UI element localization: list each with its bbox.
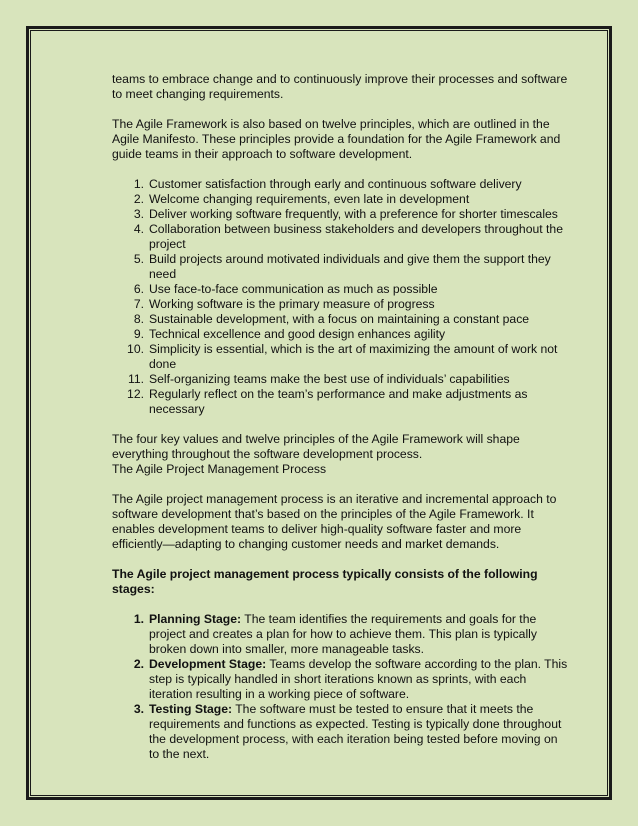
section-heading: The Agile Project Management Process [112, 462, 327, 476]
paragraph-principles-intro: The Agile Framework is also based on twelve principles, which are outlined in the Agile Manifesto. These principles provide a foundation for the Agile Framework and guide teams in their approach to software development. [112, 117, 561, 161]
document-body [112, 72, 570, 762]
list-item [112, 282, 570, 297]
stage-text: The team identifies the requirements and goals for the project and creates a plan for how to achieve them. This plan is typically broken down into smaller, more manageable tasks. [149, 612, 537, 656]
list-item-text: Deliver working software frequently, with a preference for shorter timescales [149, 207, 558, 221]
list-item-text: Technical excellence and good design enhances agility [149, 327, 446, 341]
stage-title: Testing Stage: [149, 702, 233, 716]
list-item-text: Self-organizing teams make the best use of individuals’ capabilities [149, 372, 510, 386]
list-item-text: Collaboration between business stakeholders and developers throughout the project [149, 222, 563, 251]
list-item [112, 177, 570, 192]
list-number: 3. [133, 207, 144, 221]
list-number: 8. [133, 312, 144, 326]
list-item-text: Customer satisfaction through early and continuous software delivery [149, 177, 522, 191]
list-item-text: Working software is the primary measure of progress [149, 297, 435, 311]
paragraph-process-description: The Agile project management process is an iterative and incremental approach to software development that’s based on the principles of the Agile Framework. It enables development teams to deliver high-quality software faster and more efficiently—adapting to changing customer needs and market demands. [112, 492, 557, 551]
list-item-text: Use face-to-face communication as much as possible [149, 282, 438, 296]
list-number: 1. [133, 177, 144, 191]
list-item [112, 312, 570, 327]
list-item [112, 192, 570, 207]
list-number: 11. [127, 372, 144, 386]
paragraph-intro: teams to embrace change and to continuously improve their processes and software to meet changing requirements. [112, 72, 568, 101]
list-item [112, 297, 570, 312]
list-item [112, 222, 570, 252]
list-item-text: Build projects around motivated individuals and give them the support they need [149, 252, 551, 281]
list-item [112, 327, 570, 342]
list-item-text: Simplicity is essential, which is the art of maximizing the amount of work not done [149, 342, 558, 371]
list-item [112, 342, 570, 372]
list-item [112, 252, 570, 282]
list-item [112, 657, 570, 702]
list-number: 2. [133, 657, 144, 671]
principles-list [112, 177, 570, 417]
list-item [112, 207, 570, 222]
list-item [112, 372, 570, 387]
list-number: 5. [133, 252, 144, 266]
paragraph-summary: The four key values and twelve principles of the Agile Framework will shape everything throughout the software development process. [112, 432, 520, 461]
list-number: 9. [133, 327, 144, 341]
list-number: 3. [133, 702, 144, 716]
stages-list [112, 612, 570, 762]
list-number: 2. [133, 192, 144, 206]
list-number: 4. [133, 222, 144, 236]
list-number: 12. [127, 387, 144, 401]
list-number: 1. [133, 612, 144, 626]
list-item [112, 612, 570, 657]
list-number: 7. [133, 297, 144, 311]
list-item-text: Sustainable development, with a focus on maintaining a constant pace [149, 312, 530, 326]
stage-title: Planning Stage: [149, 612, 242, 626]
list-item-text: Welcome changing requirements, even late in development [149, 192, 470, 206]
stage-text: Teams develop the software according to the plan. This step is typically handled in short iterations known as sprints, with each iteration resulting in a working piece of software. [149, 657, 568, 701]
list-number: 10. [127, 342, 144, 356]
stage-text: The software must be tested to ensure that it meets the requirements and functions as expected. Testing is typically done throughout the development process, with each iteration being tested before moving on to the next. [149, 702, 562, 761]
list-item-text: Regularly reflect on the team’s performance and make adjustments as necessary [149, 387, 528, 416]
list-item [112, 702, 570, 762]
stage-title: Development Stage: [149, 657, 267, 671]
stages-intro: The Agile project management process typically consists of the following stages: [112, 567, 538, 596]
list-number: 6. [133, 282, 144, 296]
list-item [112, 387, 570, 417]
